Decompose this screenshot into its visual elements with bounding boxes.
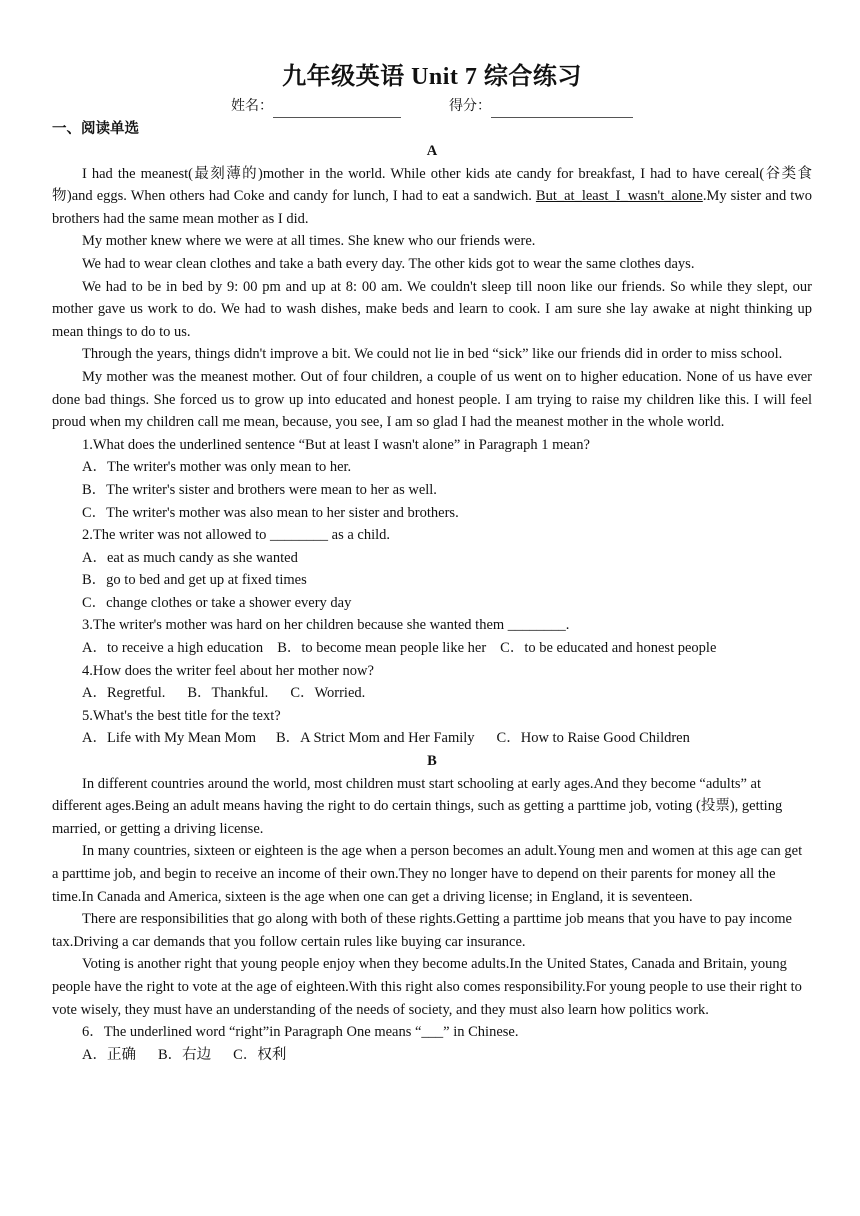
passage-a-paragraph-1: I had the meanest(最刻薄的)mother in the world. While other kids ate candy for breakfast, I had to have cereal(谷类食物)and eggs. When others had Coke and candy for lunch, I had to eat a sandwich. But_at_least_I_wasn't_alone.My sister and two brothers had the same mean mother as I did. — [52, 165, 812, 227]
question-2-option-a[interactable]: A．eat as much candy as she wanted — [82, 549, 298, 566]
passage-a-paragraph-6: My mother was the meanest mother. Out of four children, a couple of us went on to higher education. None of us have ever done bad things. She forced us to grow up into educated and honest people. I am trying to raise my children like this. I will feel proud when my children call me mean, because, you see, I am so glad I had the meanest mother in the whole world. — [52, 368, 812, 431]
question-1-option-c[interactable]: C．The writer's mother was also mean to her sister and brothers. — [82, 504, 459, 521]
question-2-option-b[interactable]: B．go to bed and get up at fixed times — [82, 572, 307, 589]
question-3: 3.The writer's mother was hard on her children because she wanted them ________. — [82, 617, 570, 634]
page-title: 九年级英语 Unit 7 综合练习 — [282, 64, 582, 90]
question-5-option-a[interactable]: A．Life with My Mean Mom — [82, 730, 256, 747]
questions-a — [52, 434, 812, 750]
passage-a-paragraph-4: We had to be in bed by 9: 00 pm and up at 8: 00 am. We couldn't sleep till noon like our friends. So while they slept, our mother gave us work to do. We had to wash dishes, make beds and learn to cook. I am sure she lay awake at night thinking up mean things to do to us. — [52, 278, 812, 340]
question-5: 5.What's the best title for the text? — [82, 707, 281, 724]
passage-b — [52, 750, 812, 1021]
question-1: 1.What does the underlined sentence “But at least I wasn't alone” in Paragraph 1 mean? — [82, 436, 590, 453]
question-4: 4.How does the writer feel about her mother now? — [82, 662, 374, 679]
question-6-option-c[interactable]: C．权利 — [233, 1046, 287, 1063]
questions-b — [52, 1021, 812, 1066]
name-blank[interactable] — [273, 102, 401, 118]
question-6: 6．The underlined word “right”in Paragraph One means “___” in Chinese. — [82, 1024, 519, 1041]
name-label: 姓名： — [231, 99, 273, 114]
question-3-option-b[interactable]: B．to become mean people like her — [277, 640, 487, 657]
question-4-options — [52, 682, 812, 705]
passage-a-paragraph-3: We had to wear clean clothes and take a bath every day. The other kids got to wear the same clothes days. — [82, 255, 695, 272]
question-6-option-b[interactable]: B．右边 — [157, 1046, 212, 1063]
passage-a-label: A — [426, 143, 438, 159]
worksheet-page — [52, 0, 812, 1066]
passage-a-paragraph-5: Through the years, things didn't improve a bit. We could not lie in bed “sick” like our friends did in order to miss school. — [82, 346, 783, 363]
question-4-option-b[interactable]: B．Thankful. — [187, 685, 269, 702]
question-5-options — [52, 727, 812, 750]
question-3-options — [52, 637, 812, 660]
passage-b-label: B — [427, 753, 437, 770]
question-2-option-c[interactable]: C．change clothes or take a shower every day — [82, 594, 352, 611]
passage-b-paragraph-3: There are responsibilities that go along with both of these rights.Getting a parttime job means that you have to pay income tax.Driving a car demands that you follow certain rules like buying car insurance. — [52, 911, 792, 950]
score-blank[interactable] — [491, 102, 633, 118]
section-heading: 一、阅读单选 — [52, 121, 139, 137]
passage-b-paragraph-2: In many countries, sixteen or eighteen is the age when a person becomes an adult.Young men and women at this age can get a parttime job, and begin to receive an income of their own.They no longer have to depend on their parents for money all the time.In Canada and America, sixteen is the age when one can get a driving license; in England, it is seventeen. — [52, 843, 803, 905]
question-5-option-c[interactable]: C．How to Raise Good Children — [496, 730, 690, 747]
passage-b-paragraph-4: Voting is another right that young people enjoy when they become adults.In the United States, Canada and Britain, young people have the right to vote at the age of eighteen.With this right also comes responsibility.For young people to use their right to vote wisely, they must have an understanding of the needs of society, and they must also learn how politics work. — [52, 956, 802, 1018]
underlined-sentence: But_at_least_I_wasn't_alone — [535, 188, 703, 205]
score-label: 得分： — [449, 99, 491, 114]
question-2: 2.The writer was not allowed to ________ as a child. — [82, 527, 391, 544]
question-4-option-a[interactable]: A．Regretful. — [82, 685, 166, 702]
student-info-line — [52, 96, 812, 118]
question-6-options — [52, 1044, 812, 1067]
passage-a-paragraph-2: My mother knew where we were at all times. She knew who our friends were. — [82, 233, 536, 250]
question-1-option-a[interactable]: A．The writer's mother was only mean to her. — [82, 459, 352, 476]
question-3-option-c[interactable]: C．to be educated and honest people — [500, 640, 717, 657]
passage-a — [52, 140, 812, 434]
question-4-option-c[interactable]: C．Worried. — [290, 685, 366, 702]
question-1-option-b[interactable]: B．The writer's sister and brothers were mean to her as well. — [82, 481, 437, 498]
question-3-option-a[interactable]: A．to receive a high education — [82, 640, 264, 657]
question-5-option-b[interactable]: B．A Strict Mom and Her Family — [275, 730, 475, 747]
passage-b-paragraph-1: In different countries around the world, most children must start schooling at early ages.And they become “adults” at different ages.Being an adult means having the right to do certain things, such as getting a parttime job, voting (投票), getting married, or getting a driving license. — [52, 775, 783, 837]
question-6-option-a[interactable]: A．正确 — [82, 1046, 136, 1063]
